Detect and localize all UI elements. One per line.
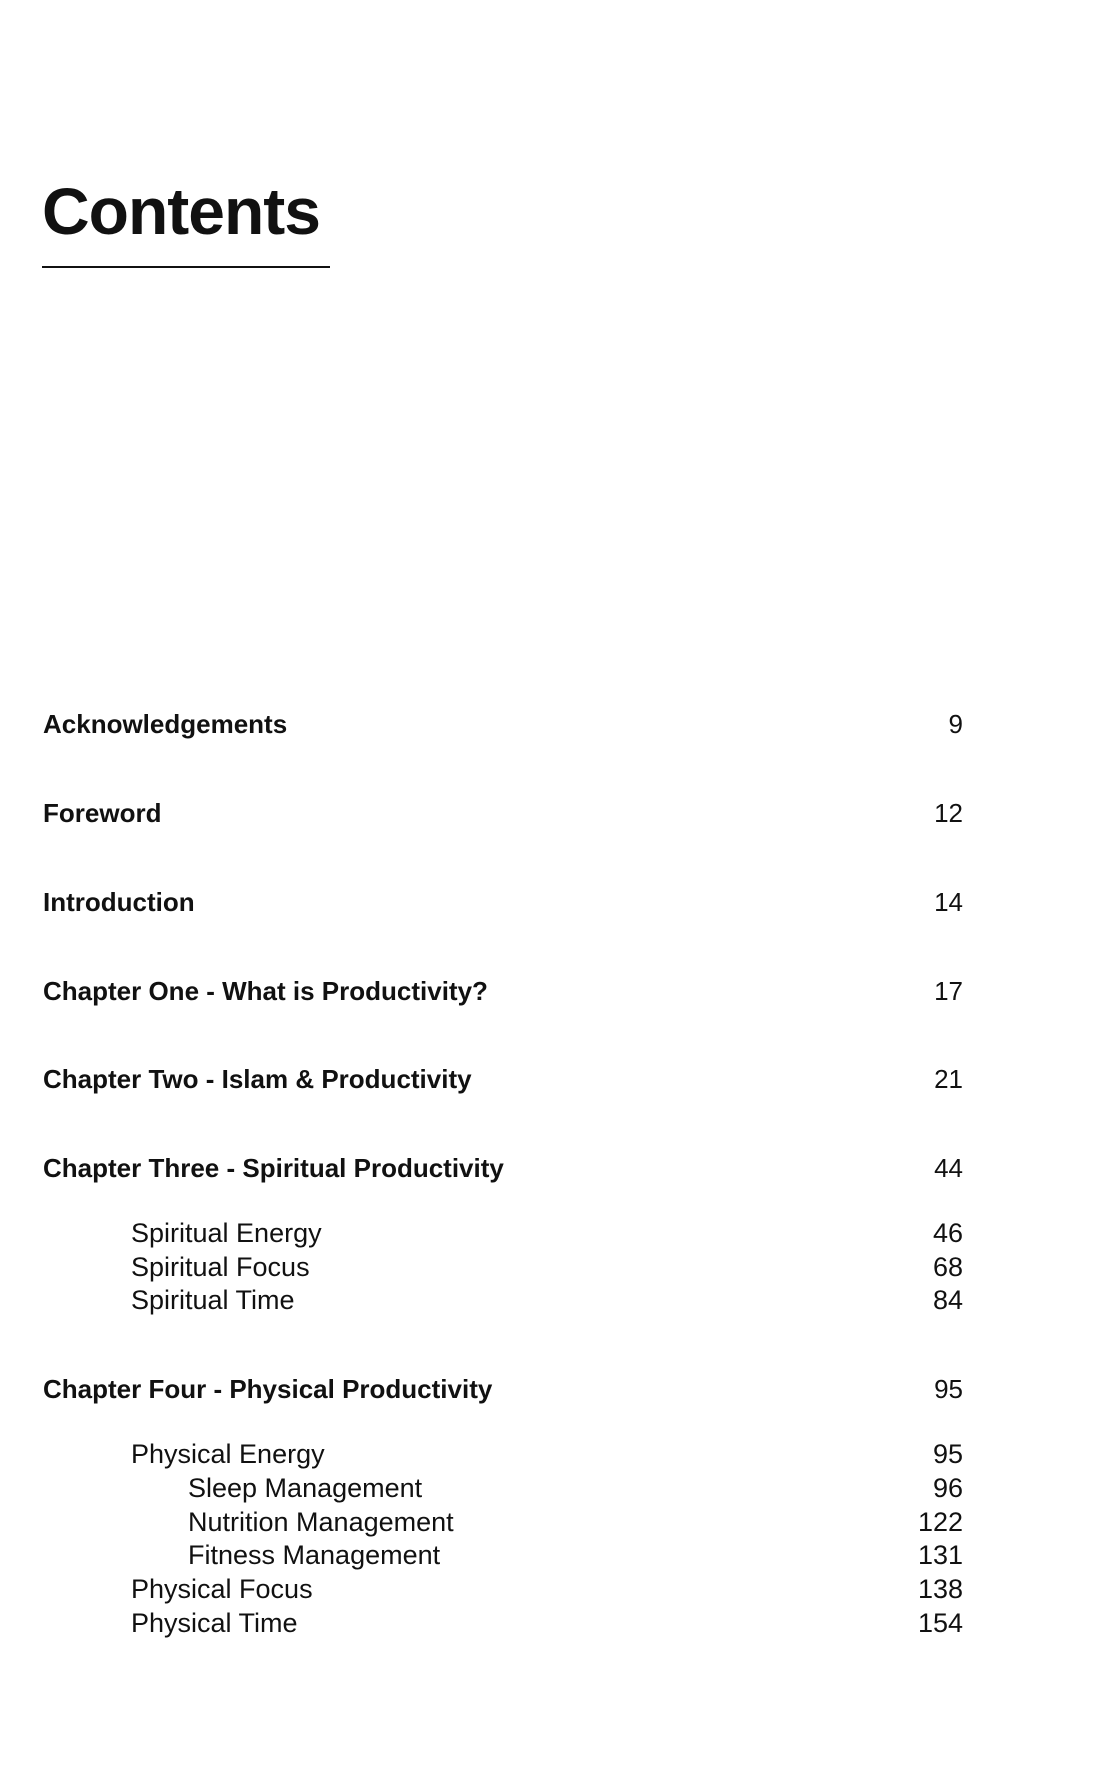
toc-entry-foreword[interactable] [0,798,1095,838]
toc-entry-label: Chapter Four - Physical Productivity [43,1374,493,1404]
toc-entry-page: 46 [932,1218,963,1248]
toc-entry-label: Physical Focus [131,1574,313,1604]
toc-entry-label: Chapter One - What is Productivity? [43,976,488,1006]
toc-entry-chapter-one[interactable] [0,976,1095,1016]
toc-entry-chapter-three[interactable] [0,1153,1095,1193]
toc-entry-chapter-two[interactable] [0,1064,1095,1104]
toc-entry-label: Spiritual Focus [131,1252,310,1282]
toc-entry-chapter-four[interactable] [0,1374,1095,1414]
toc-entry-page: 95 [932,1439,963,1469]
toc-entry-label: Acknowledgements [43,709,288,739]
toc-entry-page: 96 [932,1473,963,1503]
toc-entry-label: Physical Time [131,1608,298,1638]
toc-entry-page: 44 [934,1153,963,1183]
toc-entry-label: Sleep Management [188,1473,423,1503]
toc-entry-label: Chapter Three - Spiritual Productivity [43,1153,504,1183]
toc-entry-label: Physical Energy [131,1439,325,1469]
toc-entry-page: 138 [917,1574,963,1604]
title-underline [42,266,330,268]
toc-entry-spiritual-time[interactable] [0,1285,1095,1325]
toc-entry-introduction[interactable] [0,887,1095,927]
toc-entry-page: 17 [934,976,963,1006]
toc-entry-label: Foreword [43,798,162,828]
toc-entry-acknowledgements[interactable] [0,709,1095,749]
toc-entry-page: 131 [917,1540,963,1570]
toc-entry-page: 21 [934,1064,963,1094]
toc-entry-label: Nutrition Management [188,1507,454,1537]
toc-entry-page: 12 [934,798,963,828]
toc-entry-label: Chapter Two - Islam & Productivity [43,1064,472,1094]
toc-entry-label: Spiritual Energy [131,1218,322,1248]
toc-entry-label: Introduction [43,887,195,917]
toc-entry-label: Fitness Management [188,1540,441,1570]
toc-entry-page: 95 [934,1374,963,1404]
page-title: Contents [42,174,320,248]
toc-entry-page: 14 [934,887,963,917]
toc-entry-physical-time[interactable] [0,1608,1095,1648]
toc-entry-page: 9 [948,709,963,739]
toc-entry-label: Spiritual Time [131,1285,295,1315]
toc-entry-page: 122 [917,1507,963,1537]
toc-entry-page: 84 [932,1285,963,1315]
toc-entry-page: 154 [917,1608,963,1638]
toc-entry-page: 68 [932,1252,963,1282]
